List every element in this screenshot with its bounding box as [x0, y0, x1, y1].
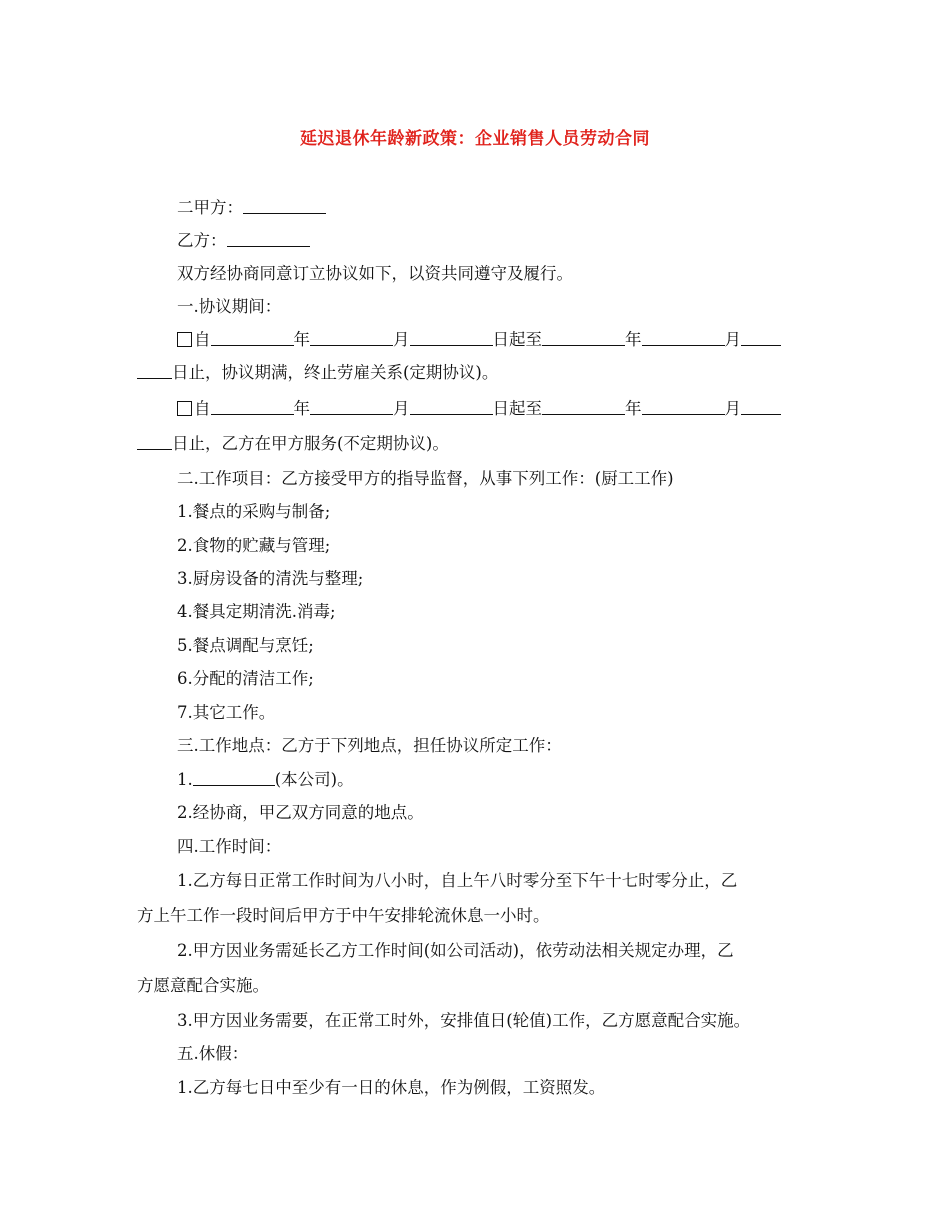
year-label: 年: [293, 330, 310, 349]
end-year-blank[interactable]: [542, 398, 625, 415]
start-year-blank[interactable]: [211, 398, 294, 415]
section-1-heading: 一.协议期间：: [177, 297, 282, 316]
party-a-label: 二甲方：: [177, 198, 243, 217]
leave-item-1: 1.乙方每七日中至少有一日的休息，作为例假，工资照发。: [177, 1078, 606, 1097]
end-day-blank-cont[interactable]: [137, 433, 172, 450]
section-5-heading: 五.休假：: [177, 1044, 249, 1063]
checkbox-fixed-term[interactable]: [177, 332, 192, 347]
from-label: 自: [194, 399, 211, 418]
work-item: 3.厨房设备的清洗与整理;: [177, 569, 364, 588]
section-2-heading: 二.工作项目：乙方接受甲方的指导监督，从事下列工作：(厨工工作): [177, 469, 674, 488]
day-to-label: 日起至: [492, 330, 542, 349]
party-b-line: [177, 230, 310, 252]
section-3-heading: 三.工作地点：乙方于下列地点，担任协议所定工作：: [177, 736, 562, 755]
end-year-blank[interactable]: [542, 329, 625, 346]
year-label: 年: [625, 330, 642, 349]
start-month-blank[interactable]: [310, 329, 393, 346]
party-a-blank[interactable]: [243, 197, 326, 214]
start-year-blank[interactable]: [211, 329, 294, 346]
section-4-heading: 四.工作时间：: [177, 837, 282, 856]
period-2-line: [177, 398, 781, 420]
end-day-blank[interactable]: [741, 398, 781, 415]
start-month-blank[interactable]: [310, 398, 393, 415]
day-to-label: 日起至: [492, 399, 542, 418]
document-title: 延迟退休年龄新政策：企业销售人员劳动合同: [300, 129, 650, 149]
work-item: 6.分配的清洁工作;: [177, 669, 314, 688]
period-1-cont: [137, 362, 498, 384]
work-item: 7.其它工作。: [177, 703, 276, 722]
work-item: 2.食物的贮藏与管理;: [177, 536, 331, 555]
checkbox-indefinite-term[interactable]: [177, 401, 192, 416]
hours-item-3: 3.甲方因业务需要，在正常工时外，安排值日(轮值)工作，乙方愿意配合实施。: [177, 1011, 751, 1030]
work-item: 4.餐具定期清洗.消毒;: [177, 602, 336, 621]
start-day-blank[interactable]: [410, 398, 493, 415]
month-label: 月: [724, 399, 741, 418]
location-item-1: [177, 769, 354, 791]
period-1-text: 日止，协议期满，终止劳雇关系(定期协议)。: [172, 363, 499, 382]
work-item: 1.餐点的采购与制备;: [177, 502, 331, 521]
work-item: 5.餐点调配与烹饪;: [177, 636, 314, 655]
from-label: 自: [194, 330, 211, 349]
location-item-2: 2.经协商，甲乙双方同意的地点。: [177, 803, 424, 822]
month-label: 月: [724, 330, 741, 349]
hours-item-2-line-2: 方愿意配合实施。: [137, 976, 269, 995]
hours-item-1-line-1: 1.乙方每日正常工作时间为八小时，自上午八时零分至下午十七时零分止，乙: [177, 871, 738, 890]
end-day-blank[interactable]: [741, 329, 781, 346]
month-label: 月: [393, 330, 410, 349]
end-month-blank[interactable]: [642, 329, 725, 346]
item-number: 1.: [177, 770, 193, 789]
period-2-cont: [137, 433, 449, 455]
year-label: 年: [625, 399, 642, 418]
end-month-blank[interactable]: [642, 398, 725, 415]
party-b-blank[interactable]: [227, 230, 310, 247]
party-a-line: [177, 197, 326, 219]
period-2-text: 日止，乙方在甲方服务(不定期协议)。: [172, 434, 449, 453]
hours-item-1-line-2: 方上午工作一段时间后甲方于中午安排轮流休息一小时。: [137, 906, 550, 925]
location-text: (本公司)。: [274, 770, 354, 789]
start-day-blank[interactable]: [410, 329, 493, 346]
hours-item-2-line-1: 2.甲方因业务需延长乙方工作时间(如公司活动)，依劳动法相关规定办理，乙: [177, 941, 734, 960]
period-1-line: [177, 329, 781, 351]
end-day-blank-cont[interactable]: [137, 362, 172, 379]
year-label: 年: [293, 399, 310, 418]
intro-paragraph: 双方经协商同意订立协议如下，以资共同遵守及履行。: [177, 264, 573, 283]
month-label: 月: [393, 399, 410, 418]
party-b-label: 乙方：: [177, 231, 227, 250]
location-blank[interactable]: [193, 769, 275, 786]
